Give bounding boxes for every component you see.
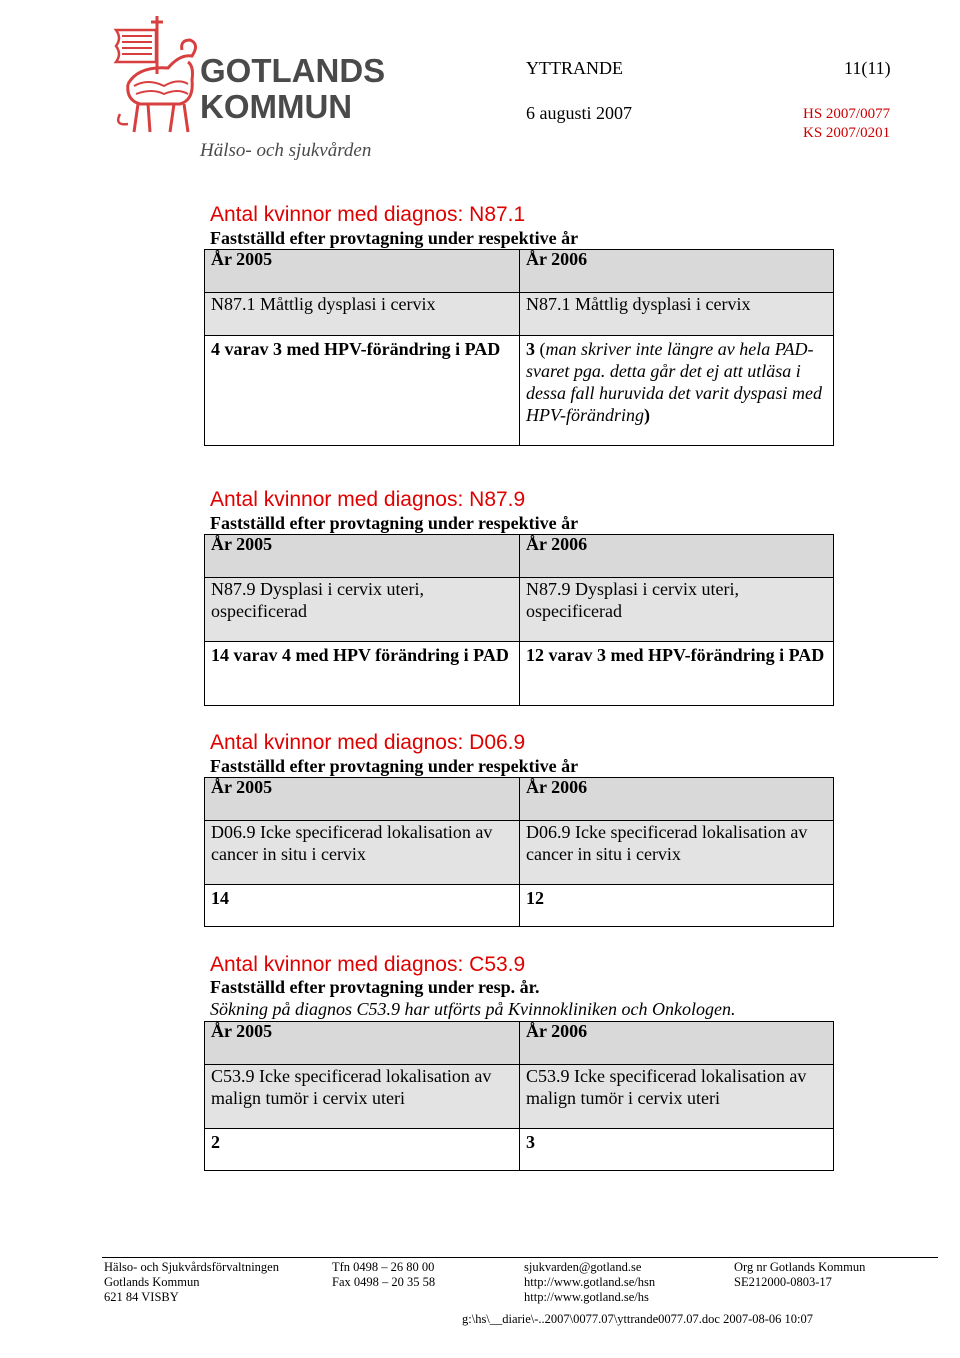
section-subtitle: Fastställd efter provtagning under respektive år [210, 756, 579, 776]
diagnosis-row [205, 821, 834, 885]
reference-ks: KS 2007/0201 [803, 125, 891, 141]
diagnosis-table [204, 777, 834, 927]
section-subtitle: Fastställd efter provtagning under respektive år [210, 228, 579, 248]
gotlands-kommun-logo [108, 14, 398, 166]
document-date: 6 augusti 2007 [526, 103, 632, 123]
year-cell: År 2005 [205, 250, 520, 293]
count-cell: 2 [205, 1129, 520, 1171]
diagnosis-table [204, 534, 834, 706]
svg-text:KOMMUN: KOMMUN [200, 88, 353, 125]
count-row [205, 642, 834, 706]
year-row [205, 778, 834, 821]
footer-email-link[interactable]: sjukvarden@gotland.se [524, 1260, 642, 1274]
year-cell: År 2006 [520, 778, 834, 821]
diagnosis-table [204, 249, 834, 446]
footer-org-name: Gotlands Kommun [104, 1275, 200, 1289]
count-cell: 3 [520, 1129, 834, 1171]
year-row [205, 535, 834, 578]
footer-web-link[interactable]: http://www.gotland.se/hsn [524, 1275, 656, 1289]
count-row [205, 1129, 834, 1171]
diagnosis-row [205, 293, 834, 336]
year-cell: År 2005 [205, 535, 520, 578]
diagnosis-row [205, 578, 834, 642]
section-title: Antal kvinnor med diagnos: C53.9 [210, 953, 526, 976]
footer-address: 621 84 VISBY [104, 1290, 179, 1304]
year-cell: År 2006 [520, 1022, 834, 1065]
year-cell: År 2005 [205, 1022, 520, 1065]
diagnosis-cell: D06.9 Icke specificerad lokalisation av cancer in situ i cervix [205, 821, 520, 885]
count-row [205, 885, 834, 927]
svg-text:Hälso- och sjukvården: Hälso- och sjukvården [200, 140, 372, 161]
year-cell: År 2006 [520, 535, 834, 578]
footer-phone: Tfn 0498 – 26 80 00 [332, 1260, 435, 1274]
count-cell: 4 varav 3 med HPV-förändring i PAD [205, 336, 520, 446]
section-title: Antal kvinnor med diagnos: N87.1 [210, 203, 526, 226]
document-type: YTTRANDE [526, 58, 623, 78]
section-note: Sökning på diagnos C53.9 har utförts på Kvinnokliniken och Onkologen. [210, 999, 736, 1019]
diagnosis-cell: N87.9 Dysplasi i cervix uteri, ospecificerad [520, 578, 834, 642]
year-row [205, 1022, 834, 1065]
count-cell: 14 varav 4 med HPV förändring i PAD [205, 642, 520, 706]
page-number: 11(11) [844, 58, 891, 78]
footer-fax: Fax 0498 – 20 35 58 [332, 1275, 436, 1289]
section-subtitle: Fastställd efter provtagning under respektive år [210, 513, 579, 533]
section-title: Antal kvinnor med diagnos: N87.9 [210, 488, 526, 511]
footer-web-link[interactable]: http://www.gotland.se/hs [524, 1290, 649, 1304]
section-subtitle: Fastställd efter provtagning under resp. år. [210, 977, 540, 997]
year-cell: År 2005 [205, 778, 520, 821]
footer-org-number: SE212000-0803-17 [734, 1275, 832, 1289]
footer-file-path: g:\hs\__diarie\-..2007\0077.07\yttrande0077.07.doc 2007-08-06 10:07 [462, 1312, 813, 1326]
diagnosis-cell: C53.9 Icke specificerad lokalisation av malign tumör i cervix uteri [520, 1065, 834, 1129]
count-row [205, 336, 834, 446]
diagnosis-row [205, 1065, 834, 1129]
diagnosis-table [204, 1021, 834, 1171]
count-cell: 14 [205, 885, 520, 927]
year-cell: År 2006 [520, 250, 834, 293]
diagnosis-cell: N87.1 Måttlig dysplasi i cervix [520, 293, 834, 336]
footer-org-name: Hälso- och Sjukvårdsförvaltningen [104, 1260, 279, 1274]
footer-org-number-label: Org nr Gotlands Kommun [734, 1260, 866, 1274]
year-row [205, 250, 834, 293]
footer-divider [102, 1257, 938, 1258]
count-cell: 12 [520, 885, 834, 927]
diagnosis-cell: N87.1 Måttlig dysplasi i cervix [205, 293, 520, 336]
diagnosis-cell: C53.9 Icke specificerad lokalisation av malign tumör i cervix uteri [205, 1065, 520, 1129]
count-cell: 12 varav 3 med HPV-förändring i PAD [520, 642, 834, 706]
section-title: Antal kvinnor med diagnos: D06.9 [210, 731, 526, 754]
reference-hs: HS 2007/0077 [803, 106, 891, 122]
ram-emblem-icon [108, 14, 398, 166]
diagnosis-cell: D06.9 Icke specificerad lokalisation av cancer in situ i cervix [520, 821, 834, 885]
svg-text:GOTLANDS: GOTLANDS [200, 52, 386, 89]
diagnosis-cell: N87.9 Dysplasi i cervix uteri, ospecificerad [205, 578, 520, 642]
count-cell: 3 (man skriver inte längre av hela PAD-svaret pga. detta går det ej att utläsa i dessa fall huruvida det varit dyspasi med HPV-förändring) [520, 336, 834, 446]
